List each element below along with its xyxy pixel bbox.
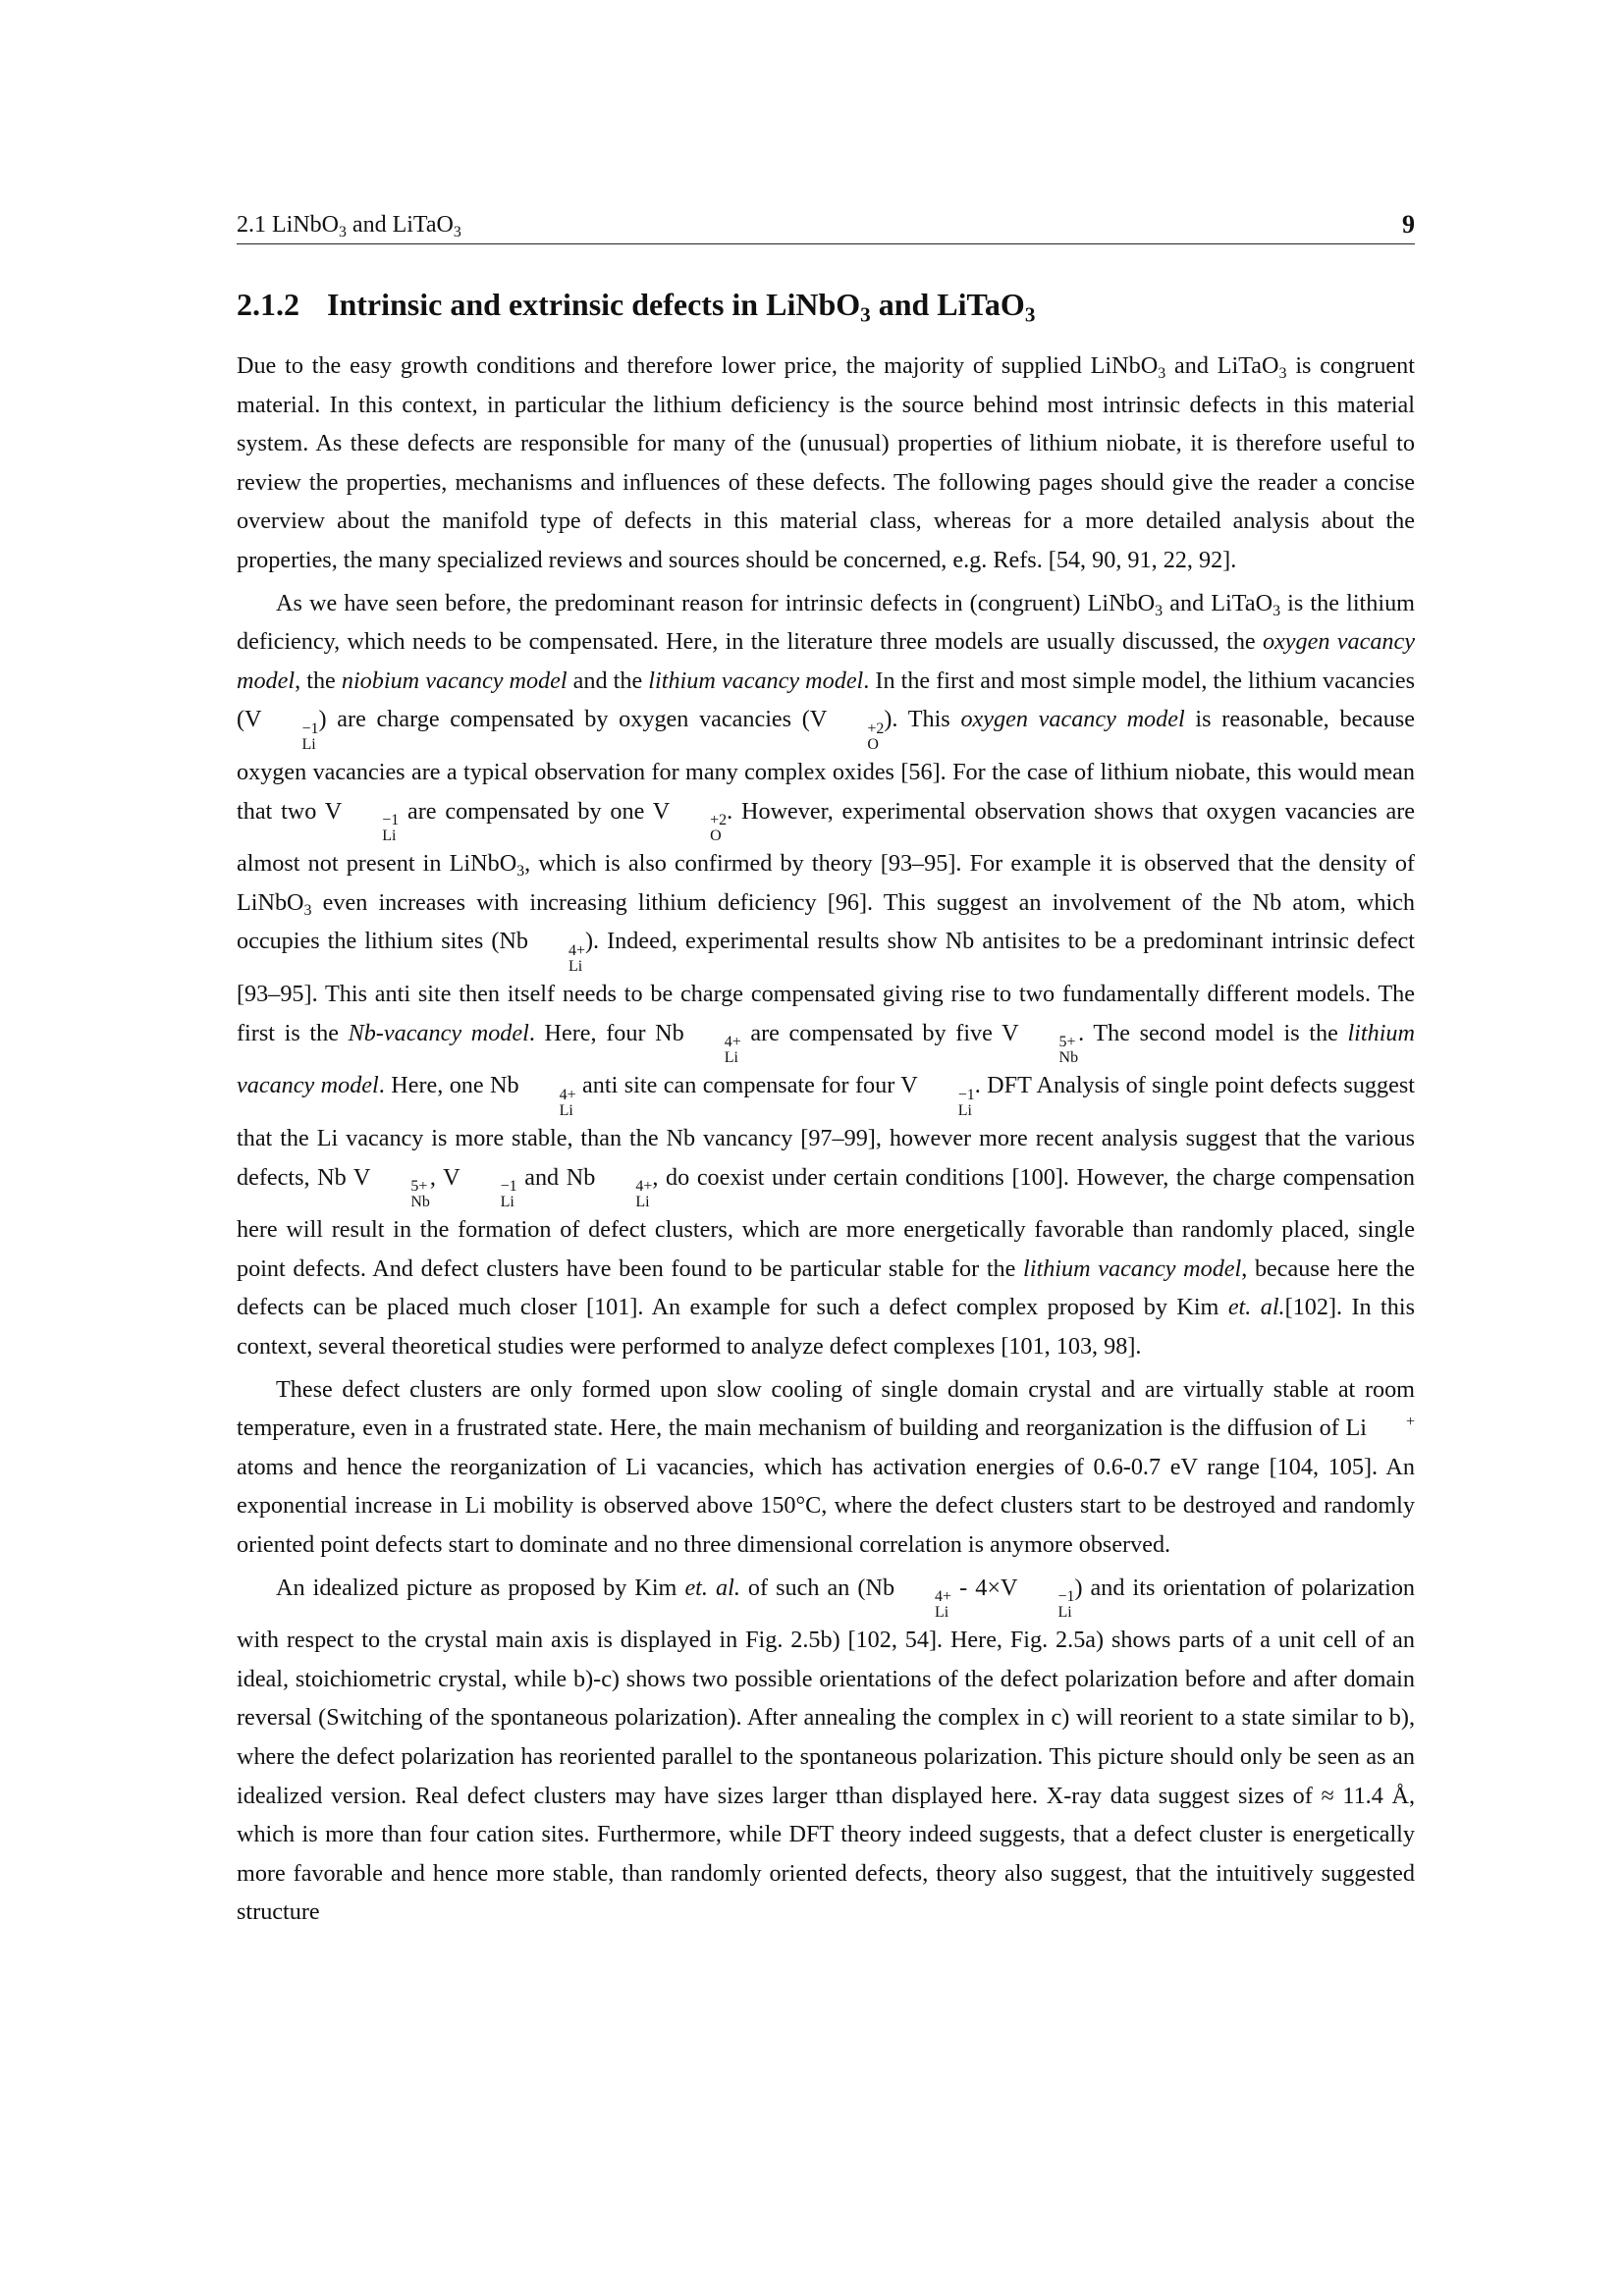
paragraph-3: These defect clusters are only formed upon slow cooling of single domain crystal and are virtually stable at room temperature, even in a frustrated state. Here, the main mechanism of building and reorganization is the diffusion of Li + atoms and hence the reorganization of Li vacancies, which has activation energies of 0.6-0.7 eV range [104, 105]. An exponential increase in Li mobility is observed above 150°C, where the defect clusters start to be destroyed and randomly oriented point defects start to dominate and no three dimensional correlation is anymore observed.: [237, 1375, 1415, 1558]
nb-li-charge: 4+ Li: [568, 942, 585, 976]
section-title: Intrinsic and extrinsic defects in LiNbO$_3$ and LiTaO$_3$: [327, 287, 1036, 327]
v-nb-charge: 5+ Nb: [1058, 1034, 1079, 1067]
paragraph-4: An idealized picture as proposed by Kim et. al. of such an (Nb 4+ Li - 4×V −1 Li ) and its orientation of polarization with respect to the crystal main axis is displayed in Fig. 2.5b) [102, 54]. Here, Fig. 2.5a) shows parts of a unit cell of an ideal, stoichiometric crystal, while b)-c) shows two possible orientations of the defect polarization before and after domain reversal (Switching of the spontaneous polarization). After annealing the complex in c) will reorient to a state similar to b), where the defect polarization has reoriented parallel to the spontaneous polarization. This picture should only be seen as an idealized version. Real defect clusters may have sizes larger tthan displayed here. X-ray data suggest sizes of ≈ 11.4 Å, which is more than four cation sites. Furthermore, while DFT theory indeed suggests, that a defect cluster is energetically more favorable and hence more stable, than randomly oriented defects, theory also suggest, that the intuitively suggested structure: [237, 1574, 1416, 1926]
body-text: [237, 347, 1415, 1932]
v-o-charge: +2 O: [867, 721, 885, 754]
running-title: 2.1 LiNbO$_3$ and LiTaO$_3$: [237, 212, 461, 240]
v-li-charge: −1 Li: [301, 721, 319, 754]
page-number: 9: [1402, 210, 1415, 239]
paragraph-1: Due to the easy growth conditions and therefore lower price, the majority of supplied LiNbO$_3$ and LiTaO$_3$ is congruent material. In this context, in particular the lithium deficiency is the source behind most intrinsic defects in this material system. As these defects are responsible for many of the (unusual) properties of lithium niobate, it is therefore useful to review the properties, mechanisms and influences of these defects. The following pages should give the reader a concise overview about the manifold type of defects in this material class, whereas for a more detailed analysis about the properties, the many specialized reviews and sources should be concerned, e.g. Refs. [54, 90, 91, 22, 92].: [237, 352, 1415, 573]
running-header: [237, 210, 1415, 244]
section-heading: [237, 287, 1415, 327]
section-number: 2.1.2: [237, 287, 299, 322]
paragraph-2: As we have seen before, the predominant reason for intrinsic defects in (congruent) LiNbO$_3$ and LiTaO$_3$ is the lithium deficiency, which needs to be compensated. Here, in the literature three models are usually discussed, the oxygen vacancy model, the niobium vacancy model and the lithium vacancy model. In the first and most simple model, the lithium vacancies (V −1 Li ) are charge compensated by oxygen vacancies (V +2 O ). This oxygen vacancy model is reasonable, because oxygen vacancies are a typical observation for many complex oxides [56]. For the case of lithium niobate, this would mean that two V −1 Li are compensated by one V +2 O . However, experimental observation shows that oxygen vacancies are almost not present in LiNbO$_3$, which is also confirmed by theory [93–95]. For example it is observed that the density of LiNbO$_3$ even increases with increasing lithium deficiency [96]. This suggest an involvement of the Nb atom, which occupies the lithium sites (Nb 4+ Li ). Indeed, experimental results show Nb antisites to be a predominant intrinsic defect [93–95]. This anti site then itself needs to be charge compensated giving rise to two fundamentally different models. The first is the Nb-vacancy model. Here, four Nb 4+ Li are compensated by five V 5+ Nb . The second model is the lithium vacancy model. Here, one Nb 4+ Li anti site can compensate for four V −1 Li . DFT Analysis of single point defects suggest that the Li vacancy is more stable, than the Nb vancancy [97–99], however more recent analysis suggest that the various defects, Nb V 5+ Nb , V −1 Li and Nb 4+ Li , do coexist under certain conditions [100]. However, the charge compensation here will result in the formation of defect clusters, which are more energetically favorable than randomly placed, single point defects. And defect clusters have been found to be particular stable for the lithium vacancy model, because here the defects can be placed much closer [101]. An example for such a defect complex proposed by Kim et. al.[102]. In this context, several theoretical studies were performed to analyze defect complexes [101, 103, 98].: [237, 589, 1416, 1360]
